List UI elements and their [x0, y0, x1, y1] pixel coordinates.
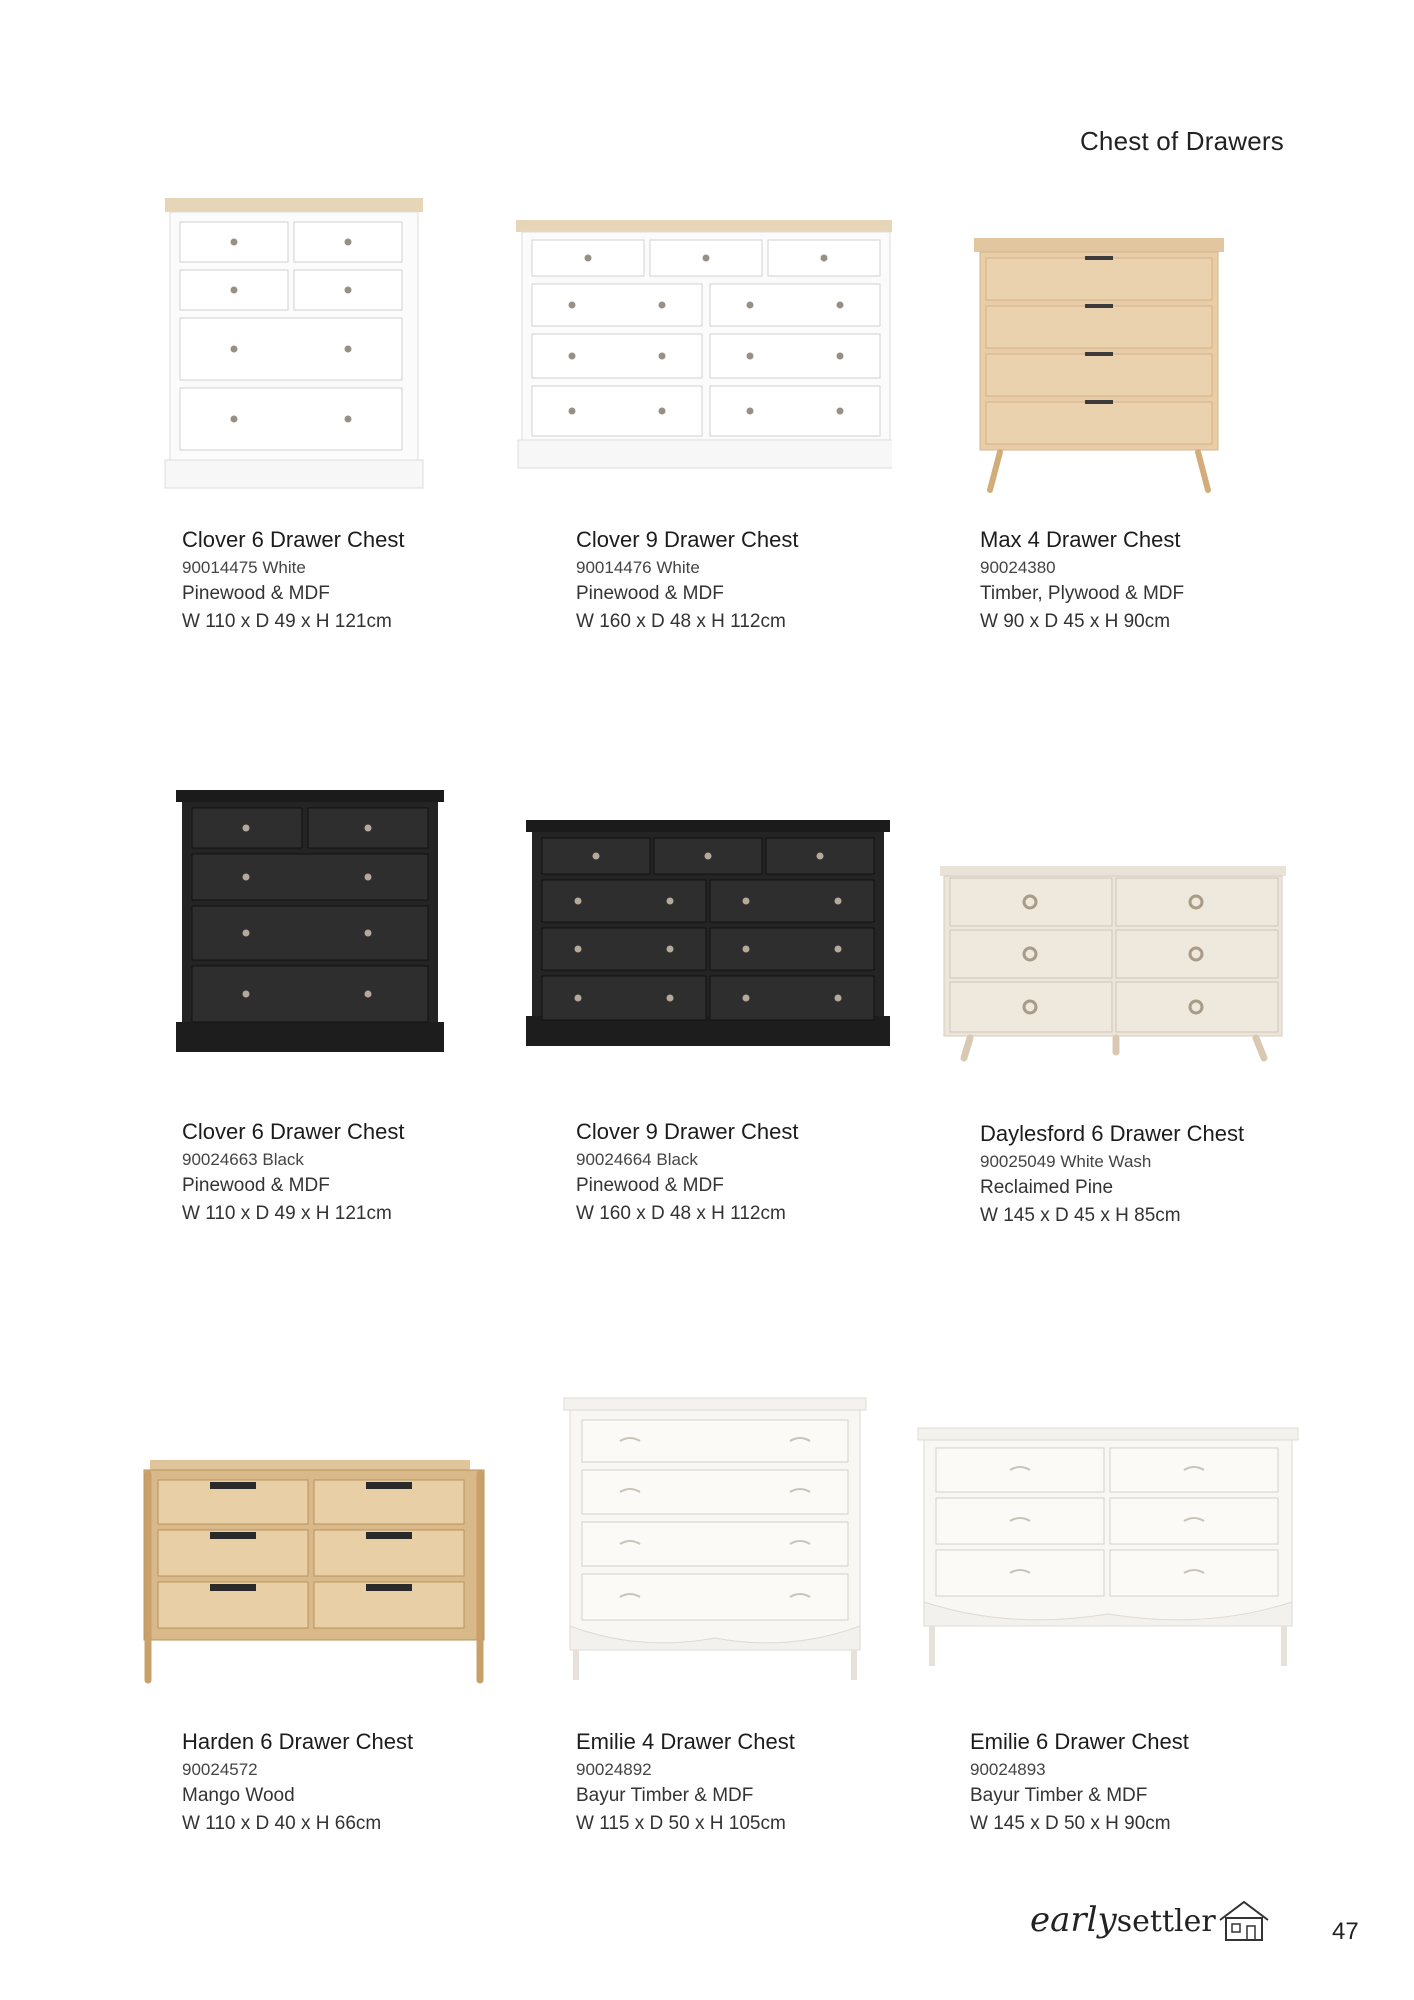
product-dimensions: W 160 x D 48 x H 112cm — [576, 611, 786, 632]
product-image-daylesford-6 — [930, 770, 1290, 1090]
product-name: Emilie 4 Drawer Chest — [576, 1729, 795, 1754]
product-name: Emilie 6 Drawer Chest — [970, 1729, 1189, 1754]
product-info — [576, 1728, 795, 1838]
product-code: 90024664 Black — [576, 1150, 698, 1169]
product-name: Clover 6 Drawer Chest — [182, 527, 405, 552]
product-name: Daylesford 6 Drawer Chest — [980, 1121, 1245, 1146]
product-info — [970, 1728, 1189, 1838]
product-material: Pinewood & MDF — [182, 583, 330, 604]
product-dimensions: W 110 x D 49 x H 121cm — [182, 1203, 392, 1224]
product-material: Pinewood & MDF — [576, 1175, 724, 1196]
product-info — [576, 1118, 799, 1228]
page-number: 47 — [1332, 1918, 1359, 1945]
product-image-harden-6 — [130, 1380, 490, 1700]
product-material: Mango Wood — [182, 1785, 295, 1806]
product-code: 90014475 White — [182, 558, 306, 577]
section-title: Chest of Drawers — [1079, 126, 1284, 156]
product-code: 90024893 — [970, 1760, 1046, 1779]
product-dimensions: W 110 x D 40 x H 66cm — [182, 1813, 382, 1834]
product-card-clover-6-black[interactable] — [170, 770, 550, 1240]
product-material: Timber, Plywood & MDF — [980, 583, 1185, 604]
product-name: Clover 9 Drawer Chest — [576, 1119, 799, 1144]
brand-logo-text — [1030, 1900, 1216, 1940]
product-dimensions: W 145 x D 45 x H 85cm — [980, 1205, 1181, 1226]
product-material: Pinewood & MDF — [182, 1175, 330, 1196]
product-dimensions: W 110 x D 49 x H 121cm — [182, 611, 392, 632]
product-card-max-4[interactable] — [960, 180, 1340, 650]
product-material: Pinewood & MDF — [576, 583, 724, 604]
product-info — [980, 526, 1184, 636]
product-dimensions: W 145 x D 50 x H 90cm — [970, 1813, 1171, 1834]
product-code: 90024572 — [182, 1760, 258, 1779]
product-card-clover-6-white[interactable] — [160, 180, 540, 650]
product-info — [182, 1728, 413, 1838]
house-icon — [1216, 1898, 1272, 1944]
product-code: 90014476 White — [576, 558, 700, 577]
product-material: Reclaimed Pine — [980, 1177, 1114, 1198]
brand-word-early: early — [1030, 1900, 1117, 1940]
product-name: Harden 6 Drawer Chest — [182, 1729, 414, 1754]
product-image-clover-6-black — [170, 770, 450, 1090]
product-image-emilie-6 — [910, 1380, 1300, 1700]
product-image-max-4 — [960, 190, 1230, 510]
product-code: 90025049 White Wash — [980, 1152, 1152, 1171]
product-card-clover-9-white[interactable] — [512, 180, 892, 650]
product-card-daylesford-6[interactable] — [930, 770, 1310, 1240]
product-image-clover-9-black — [520, 770, 900, 1090]
product-code: 90024663 Black — [182, 1150, 304, 1169]
product-card-clover-9-black[interactable] — [520, 770, 900, 1240]
product-info — [182, 1118, 405, 1228]
brand-logo — [1030, 1892, 1270, 1962]
product-card-harden-6[interactable] — [130, 1380, 510, 1860]
product-name: Clover 9 Drawer Chest — [576, 527, 799, 552]
brand-word-settler: settler — [1116, 1904, 1216, 1939]
product-info — [182, 526, 405, 636]
product-dimensions: W 90 x D 45 x H 90cm — [980, 611, 1171, 632]
product-info — [980, 1120, 1244, 1230]
product-image-emilie-4 — [560, 1380, 870, 1700]
product-card-emilie-4[interactable] — [560, 1380, 940, 1860]
product-info — [576, 526, 799, 636]
product-dimensions: W 160 x D 48 x H 112cm — [576, 1203, 786, 1224]
product-code: 90024892 — [576, 1760, 652, 1779]
product-image-clover-9-white — [512, 190, 892, 500]
product-material: Bayur Timber & MDF — [576, 1785, 754, 1806]
product-image-clover-6-white — [160, 190, 430, 500]
product-material: Bayur Timber & MDF — [970, 1785, 1148, 1806]
product-card-emilie-6[interactable] — [910, 1380, 1290, 1860]
product-name: Clover 6 Drawer Chest — [182, 1119, 405, 1144]
product-code: 90024380 — [980, 558, 1056, 577]
product-name: Max 4 Drawer Chest — [980, 527, 1181, 552]
product-dimensions: W 115 x D 50 x H 105cm — [576, 1813, 786, 1834]
